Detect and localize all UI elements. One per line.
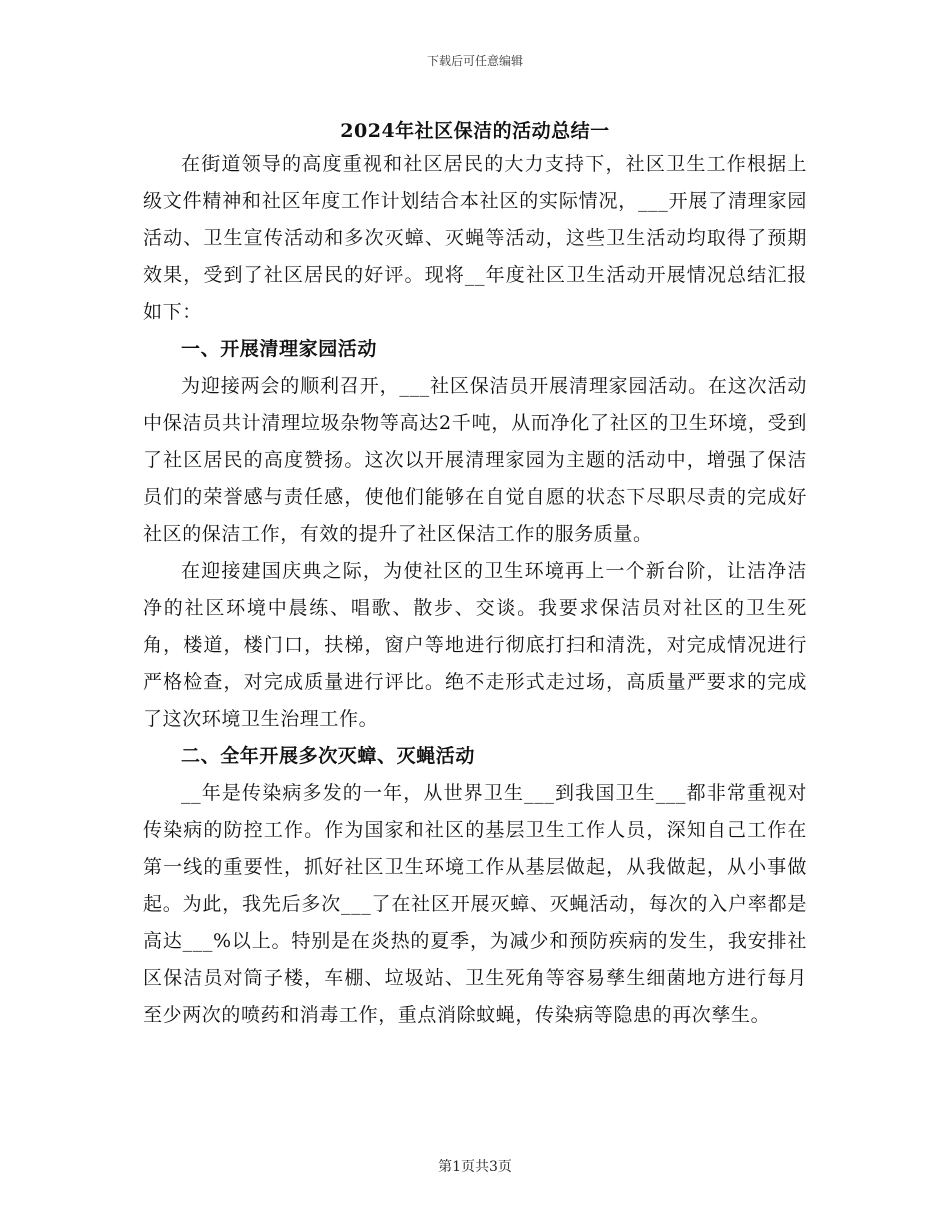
page-footer: 第1页共3页: [438, 1159, 512, 1175]
document-title: 2024年社区保洁的活动总结一: [340, 120, 610, 142]
section-heading-2: 二、全年开展多次灭蟑、灭蝇活动: [181, 745, 476, 767]
intro-paragraph: 在街道领导的高度重视和社区居民的大力支持下，社区卫生工作根据上级文件精神和社区年度工作计划结合本社区的实际情况，___开展了清理家园活动、卫生宣传活动和多次灭蟑、灭蝇等活动，这些卫生活动均取得了预期效果，受到了社区居民的好评。现将__年度社区卫生活动开展情况总结汇报如下：: [143, 153, 807, 323]
header-note: 下载后可任意编辑: [426, 54, 523, 68]
section-heading-1: 一、开展清理家园活动: [181, 338, 378, 360]
body-paragraph: __年是传染病多发的一年，从世界卫生___到我国卫生___都非常重视对传染病的防控工作。作为国家和社区的基层卫生工作人员，深知自己工作在第一线的重要性，抓好社区卫生环境工作从基层做起，从我做起，从小事做起。为此，我先后多次___了在社区开展灭蟑、灭蝇活动，每次的入户率都是高达___%以上。特别是在炎热的夏季，为减少和预防疾病的发生，我安排社区保洁员对筒子楼，车棚、垃圾站、卫生死角等容易孳生细菌地方进行每月至少两次的喷药和消毒工作，重点消除蚊蝇，传染病等隐患的再次孳生。: [143, 782, 807, 1026]
body-paragraph: 在迎接建国庆典之际，为使社区的卫生环境再上一个新台阶，让洁净洁净的社区环境中晨练、唱歌、散步、交谈。我要求保洁员对社区的卫生死角，楼道，楼门口，扶梯，窗户等地进行彻底打扫和清洗，对完成情况进行严格检查，对完成质量进行评比。绝不走形式走过场，高质量严要求的完成了这次环境卫生治理工作。: [143, 560, 807, 730]
document-body: [143, 146, 807, 1034]
body-paragraph: 为迎接两会的顺利召开，___社区保洁员开展清理家园活动。在这次活动中保洁员共计清理垃圾杂物等高达2千吨，从而净化了社区的卫生环境，受到了社区居民的高度赞扬。这次以开展清理家园为主题的活动中，增强了保洁员们的荣誉感与责任感，使他们能够在自觉自愿的状态下尽职尽责的完成好社区的保洁工作，有效的提升了社区保洁工作的服务质量。: [143, 375, 807, 545]
